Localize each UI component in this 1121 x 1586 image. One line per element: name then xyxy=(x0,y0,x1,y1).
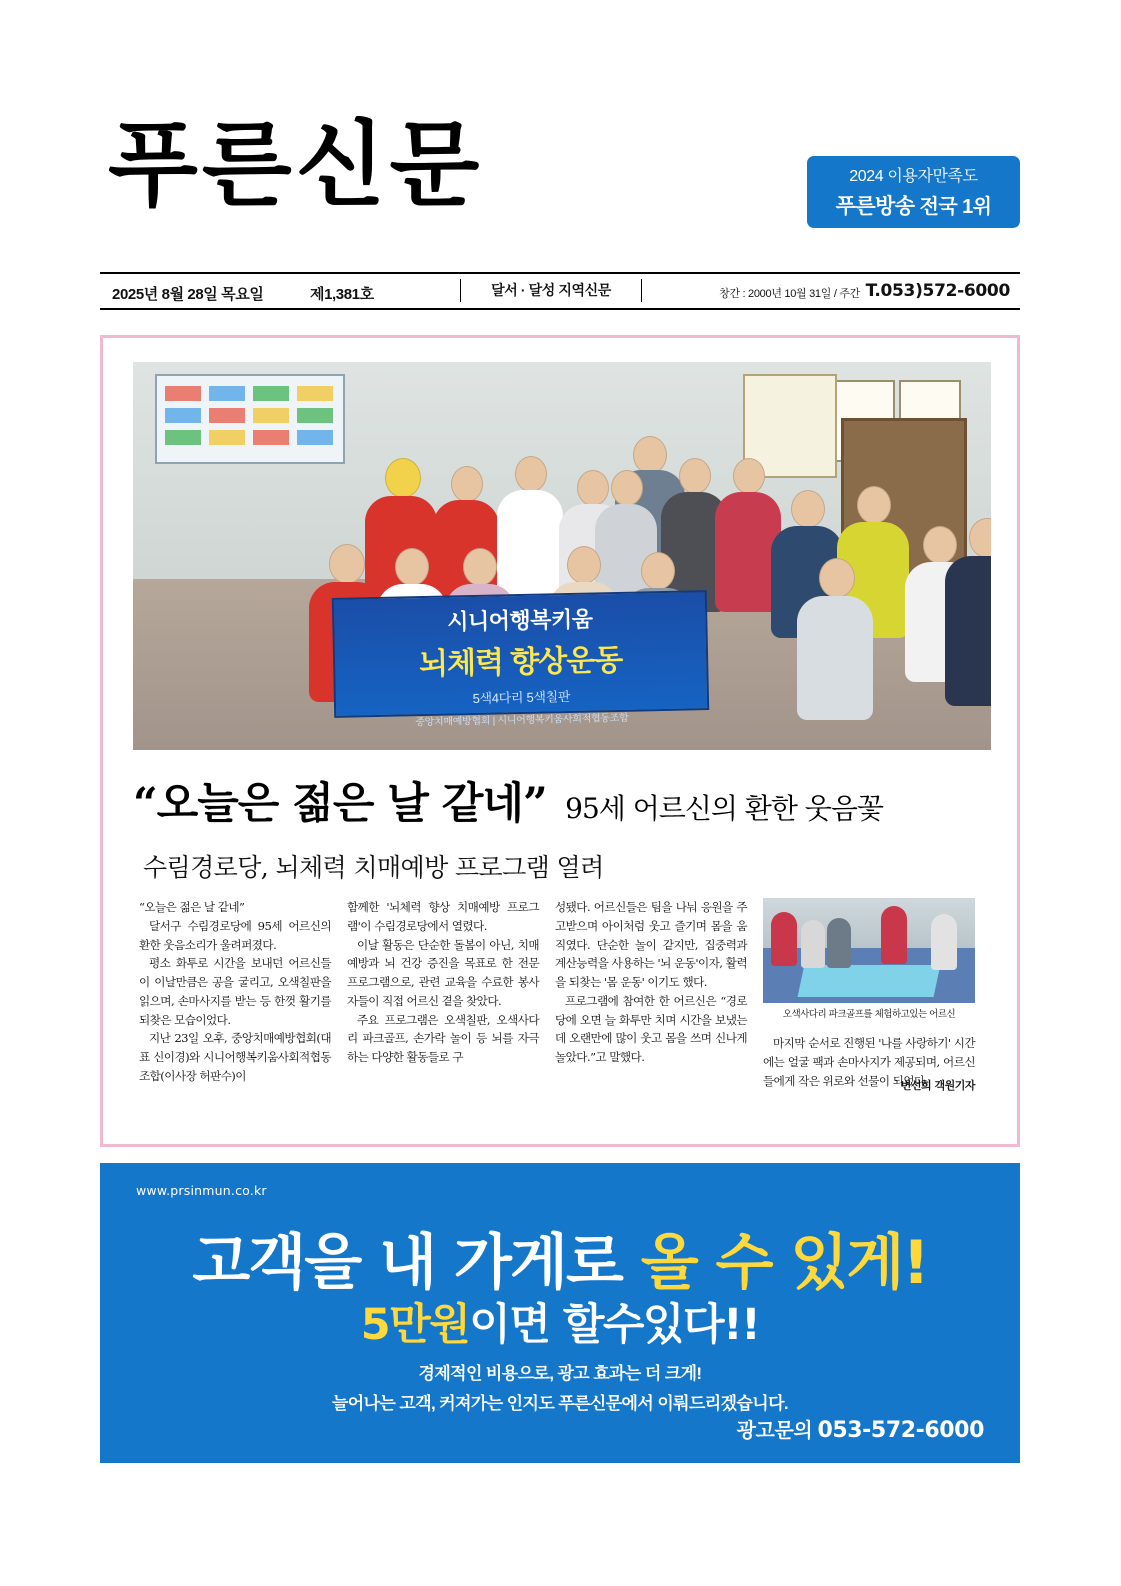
award-badge-line1: 2024 이용자만족도 xyxy=(849,168,978,185)
person-body xyxy=(881,906,907,964)
banner-line2: 뇌체력 향상운동 xyxy=(418,643,623,682)
paragraph: 프로그램에 참여한 한 어르신은 “경로당에 오면 늘 화투만 치며 시간을 보냈는데 오랜만에 많이 웃고 몸을 쓰며 신나게 놀았다.”고 말했다. xyxy=(555,993,747,1065)
banner-line4: 중앙치매예방협회 | 시니어행복키움사회적협동조합 xyxy=(415,712,629,729)
person-head xyxy=(395,548,429,586)
ad-website-url[interactable]: www.prsinmun.co.kr xyxy=(136,1183,267,1198)
person-head xyxy=(451,466,483,502)
event-banner xyxy=(332,590,709,729)
ad-contact[interactable] xyxy=(737,1414,984,1443)
ad-headline-part2: 내 가게로 xyxy=(379,1228,641,1298)
article-column-2 xyxy=(347,898,539,1067)
person-body xyxy=(801,920,825,968)
paragraph: 달서구 수림경로당에 95세 어르신의 환한 웃음소리가 울려퍼졌다. xyxy=(139,918,331,952)
secondary-photo-caption: 오색사다리 파크골프를 체험하고있는 어르신 xyxy=(782,1009,956,1020)
ad-headline-line1 xyxy=(100,1215,1020,1301)
paragraph: 평소 화투로 시간을 보내던 어르신들이 이날만큼은 공을 굴리고, 오색칠판을 읽으며, 손마사지를 받는 등 한껏 활기를 되찾은 모습이었다. xyxy=(139,956,331,1027)
paragraph: 주요 프로그램은 오색칠판, 오색사다리 파크골프, 손가락 놀이 등 뇌를 자극하는 다양한 활동들로 구 xyxy=(347,1012,539,1065)
paragraph: 지난 23일 오후, 중앙치매예방협회(대표 신이경)와 시니어행복키움사회적협동조합(이사장 허판수)이 xyxy=(139,1031,331,1084)
secondary-photo xyxy=(763,898,975,1003)
ad-headline-part3: 올 수 있게! xyxy=(640,1228,928,1298)
person-head xyxy=(611,470,643,506)
publication-date: 2025년 8월 28일 목요일 xyxy=(112,286,264,303)
banner-line1: 시니어행복키움 xyxy=(446,606,593,635)
ad-subtext-2: 늘어나는 고객, 커져가는 인지도 푸른신문에서 이뤄드리겠습니다. xyxy=(331,1394,789,1413)
award-badge-brand: 푸른방송 xyxy=(835,195,915,219)
paragraph: 마지막 순서로 진행된 '나를 사랑하기' 시간에는 얼굴 팩과 손마사지가 제공되며, 어르신들에게 작은 위로와 선물이 되었다. xyxy=(763,1036,975,1088)
person-body xyxy=(827,918,851,968)
headline-quote: “오늘은 젊은 날 같네” xyxy=(133,779,547,829)
ad-contact-number: 053-572-6000 xyxy=(817,1418,984,1443)
phone-number: T.053)572-6000 xyxy=(865,281,1010,301)
region-label: 달서 · 달성 지역신문 xyxy=(460,279,642,302)
award-badge-rank: 전국 1위 xyxy=(919,196,992,219)
paragraph: 성됐다. 어르신들은 팀을 나눠 응원을 주고받으며 아이처럼 웃고 즐기며 몸을 움직였다. 단순한 놀이 같지만, 집중력과 계산능력을 사용하는 '뇌 운동'이자, 활력을 되찾는 '몸 운동' 이기도 했다. xyxy=(555,900,747,990)
person-head xyxy=(463,548,497,586)
article-subhead: 수림경로당, 뇌체력 치매예방 프로그램 열려 xyxy=(143,853,604,882)
ad-price: 5만원 xyxy=(360,1300,470,1350)
ad-headline-tail: 이면 할수있다!! xyxy=(469,1300,760,1350)
person-head xyxy=(329,544,365,584)
person-head xyxy=(679,458,711,494)
banner-line3: 5색4다리 5색칠판 xyxy=(472,688,571,707)
founded-info: 창간 : 2000년 10월 31일 / 주간 xyxy=(719,288,860,300)
person-head xyxy=(577,470,609,506)
person-head xyxy=(791,490,825,528)
ad-contact-label: 광고문의 xyxy=(736,1420,818,1442)
article-photo xyxy=(133,362,991,750)
person-head xyxy=(567,546,601,584)
article-column-3 xyxy=(555,898,747,1067)
person-body xyxy=(931,914,957,970)
photo-mat xyxy=(798,965,940,997)
article-column-4 xyxy=(763,1034,975,1090)
person-head xyxy=(857,486,891,524)
wall-chart-icon xyxy=(155,374,345,464)
award-badge xyxy=(807,156,1020,228)
ad-headline-line2 xyxy=(100,1291,1020,1352)
person-head xyxy=(633,436,667,474)
person-body xyxy=(945,556,991,706)
info-bar xyxy=(100,272,1020,310)
masthead xyxy=(100,110,1020,255)
person-body xyxy=(797,596,873,720)
person-head xyxy=(733,458,765,494)
person-head xyxy=(819,558,855,598)
person-head xyxy=(385,458,421,498)
paragraph: 이날 활동은 단순한 돌봄이 아닌, 치매 예방과 뇌 건강 증진을 목표로 한 전문 프로그램으로, 관련 교육을 수료한 봉사자들이 직접 어르신 곁을 찾았다. xyxy=(347,937,539,1008)
person-body xyxy=(771,912,797,966)
person-head xyxy=(923,526,957,564)
advertisement[interactable] xyxy=(100,1163,1020,1463)
byline: 변선희 객원기자 xyxy=(900,1078,975,1092)
ad-subtext-1: 경제적인 비용으로, 광고 효과는 더 크게! xyxy=(418,1364,702,1383)
paragraph: 함께한 '뇌체력 향상 치매예방 프로그램'이 수림경로당에서 열렸다. xyxy=(347,900,539,933)
lead-article xyxy=(100,335,1020,1147)
award-badge-line2 xyxy=(807,190,1020,220)
paragraph: “오늘은 젊은 날 같네” xyxy=(139,900,245,914)
issue-number: 제1,381호 xyxy=(310,286,374,303)
person-head xyxy=(515,456,547,492)
ad-headline-part1: 고객을 xyxy=(192,1228,380,1298)
article-headline xyxy=(133,770,991,830)
person-head xyxy=(641,552,675,590)
page-title: 푸른신문 xyxy=(108,110,484,219)
article-body xyxy=(139,898,985,1113)
headline-subtext: 95세 어르신의 환한 웃음꽃 xyxy=(565,792,883,825)
article-column-1 xyxy=(139,898,331,1086)
